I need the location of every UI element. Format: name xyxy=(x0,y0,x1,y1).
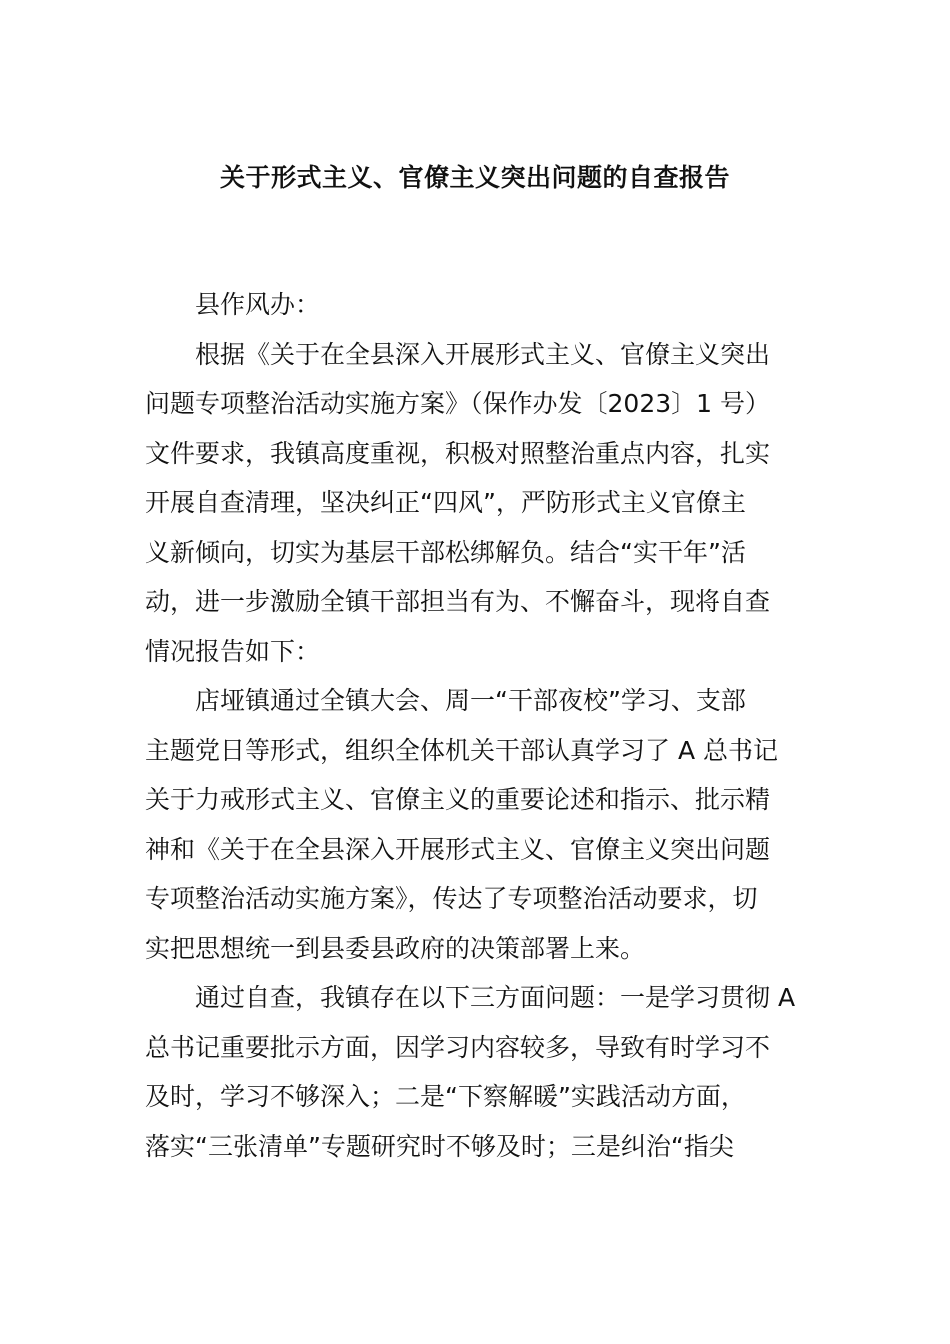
paragraph-line: 及时，学习不够深入；二是“下察解暖”实践活动方面， xyxy=(145,1082,746,1111)
paragraph-3 xyxy=(145,973,810,1171)
paragraph-1 xyxy=(145,330,810,677)
paragraph-line: 神和《关于在全县深入开展形式主义、官僚主义突出问题 xyxy=(145,834,771,864)
paragraph-line: 开展自查清理，坚决纠正“四风”，严防形式主义官僚主 xyxy=(145,488,746,517)
salutation: 县作风办： xyxy=(195,290,321,319)
paragraph-2 xyxy=(145,676,810,973)
paragraph-line: 落实“三张清单”专题研究时不够及时；三是纠治“指尖 xyxy=(145,1131,734,1161)
paragraph-line: 问题专项整治活动实施方案》（保作办发〔2023〕1 号） xyxy=(145,389,770,418)
paragraph-line: 专项整治活动实施方案》，传达了专项整治活动要求，切 xyxy=(145,884,758,913)
paragraph-line: 文件要求，我镇高度重视，积极对照整治重点内容，扎实 xyxy=(145,438,771,468)
paragraph-line: 情况报告如下： xyxy=(145,636,321,666)
paragraph-line: 关于力戒形式主义、官僚主义的重要论述和指示、批示精 xyxy=(145,785,771,814)
document-title: 关于形式主义、官僚主义突出问题的自查报告 xyxy=(219,163,730,192)
paragraph-line: 实把思想统一到县委县政府的决策部署上来。 xyxy=(145,933,646,963)
paragraph-line: 根据《关于在全县深入开展形式主义、官僚主义突出 xyxy=(195,339,771,369)
paragraph-line: 店垭镇通过全镇大会、周一“干部夜校”学习、支部 xyxy=(195,686,746,715)
paragraph-line: 总书记重要批示方面，因学习内容较多，导致有时学习不 xyxy=(145,1032,771,1062)
paragraph-line: 动，进一步激励全镇干部担当有为、不懈奋斗，现将自查 xyxy=(145,587,771,616)
paragraph-line: 主题党日等形式，组织全体机关干部认真学习了 A 总书记 xyxy=(145,735,778,765)
document-body xyxy=(145,280,810,1171)
paragraph-line: 通过自查，我镇存在以下三方面问题：一是学习贯彻 A xyxy=(195,983,796,1012)
paragraph-line: 义新倾向，切实为基层干部松绑解负。结合“实干年”活 xyxy=(145,537,746,567)
